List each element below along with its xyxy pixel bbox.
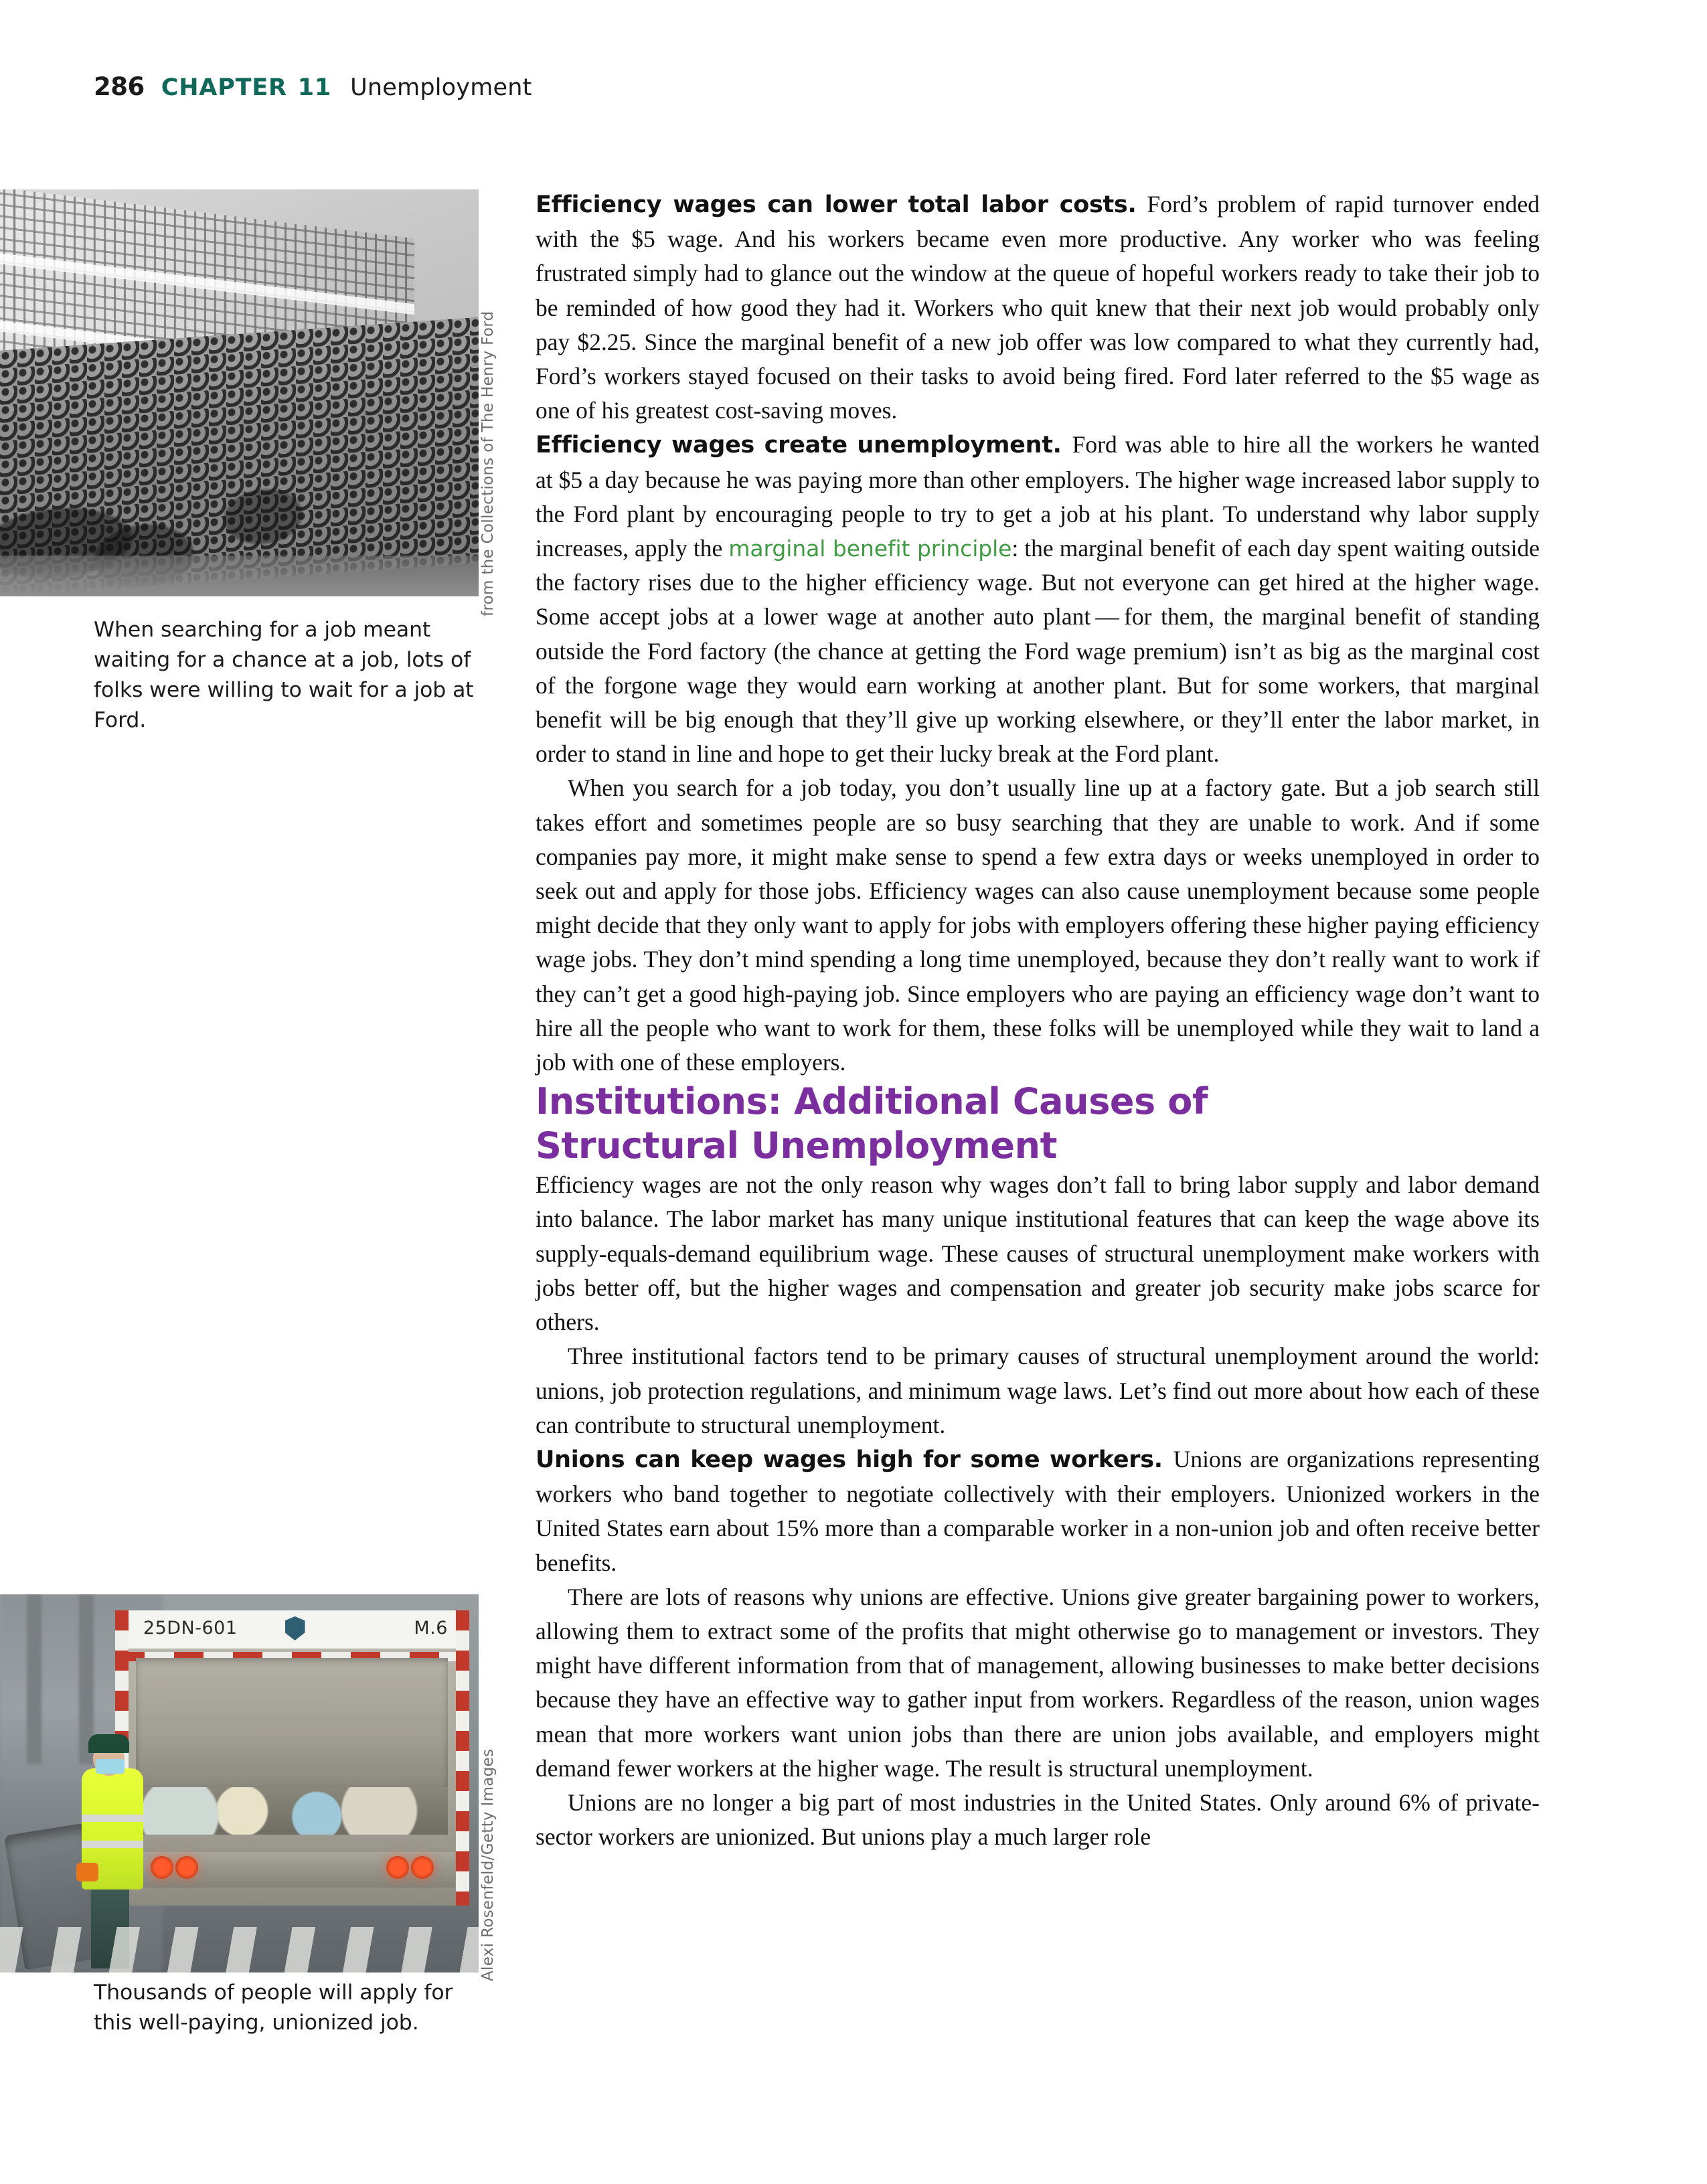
photo-garbage-truck-body [115, 1610, 469, 1906]
photo-worker-reflective-band-lower [82, 1841, 144, 1848]
photo-credit-getty-images: Alexi Rosenfeld/Getty Images [479, 1748, 497, 1981]
photo-crosswalk-markings [0, 1927, 479, 1972]
main-text-column [536, 187, 1540, 1854]
photo-truck-taillight-right-1 [386, 1856, 409, 1879]
run-in-head-unions-keep-wages-high: Unions can keep wages high for some workers. [536, 1446, 1163, 1473]
section-heading-line-1: Institutions: Additional Causes of [536, 1080, 1208, 1123]
photo-truck-hopper-plate [136, 1658, 448, 1788]
photo-truck-right-post [456, 1610, 469, 1906]
running-head [94, 72, 532, 101]
paragraph-text-after-key-term: : the marginal benefit of each day spent waiting outside the factory rises due to the higher efficiency wage. But not everyone can get hired at the higher wage. Some accept jobs at a lower wage at another auto plant — for them, the marginal benefit of standing outside the Ford factory (the chance at getting the Ford wage premium) isn’t as big as the marginal cost of the forgone wage they would earn working at another plant. But for some workers, that marginal benefit will be big enough that they’ll give up working elsewhere, or they’ll enter the labor market, in order to stand in line and hope to get their lucky break at the Ford plant. [536, 535, 1540, 768]
paragraph-three-institutional-factors: Three institutional factors tend to be primary causes of structural unemployment around the world: unions, job protection regulations, and minimum wage laws. Let’s find out more about how each of these can contribute to structural unemployment. [536, 1343, 1540, 1438]
chapter-number: 11 [297, 74, 332, 101]
paragraph-efficiency-not-only-reason: Efficiency wages are not the only reason why wages don’t fall to bring labor supply and labor demand into balance. The labor market has many unique institutional features that can keep the wage above its supply-equals-demand equilibrium wage. These causes of structural unemployment make workers with jobs better off, but the higher wages and compensation and greater job security make jobs scarce for others. [536, 1171, 1540, 1336]
paragraph-unions-keep-wages-high [536, 1442, 1540, 1580]
photo-street-ground [0, 556, 479, 596]
photo-truck-refuse-load [136, 1787, 448, 1835]
photo-truck-fleet-number: 25DN-601 [143, 1618, 238, 1639]
chapter-label: CHAPTER [161, 74, 287, 101]
paragraph-job-search-today: When you search for a job today, you don’t usually line up at a factory gate. But a job search still takes effort and sometimes people are so busy searching that they are unable to work. And if some companies pay more, it might make sense to spend a few extra days or weeks unemployed in order to seek out and apply for those jobs. Efficiency wages can also cause unemployment because some people might decide that they only want to apply for jobs with employers offering these higher paying efficiency wage jobs. They don’t mind spending a long time unemployed, because they don’t really want to work if they can’t get a good high-paying job. Since employers who are paying an efficiency wage don’t want to hire all the people who want to work for them, these folks will be unemployed while they wait to land a job with one of these employers. [536, 774, 1540, 1076]
ford-factory-crowd-photo [0, 189, 479, 596]
page-number: 286 [94, 72, 145, 101]
photo-worker-reflective-band-upper [82, 1815, 144, 1822]
key-term-marginal-benefit-principle: marginal benefit principle [728, 535, 1012, 562]
photo-worker-glove [76, 1863, 98, 1881]
paragraph-text-before-key-term: Ford was able to hire all the workers he wanted at $5 a day because he was paying more than other employers. The higher wage increased labor supply to the Ford plant by encouraging people to try to get a job at his plant. To understand why labor supply increases, apply the [536, 431, 1540, 562]
paragraph-efficiency-wages-create-unemployment [536, 428, 1540, 771]
chapter-title: Unemployment [350, 74, 532, 101]
photo-worker-face-mask [96, 1759, 125, 1774]
section-heading-institutions [536, 1080, 1540, 1168]
photo-truck-district-code: M.6 [414, 1618, 448, 1639]
run-in-head-efficiency-create-unemployment: Efficiency wages create unemployment. [536, 432, 1062, 459]
paragraph-why-unions-are-effective: There are lots of reasons why unions are effective. Unions give greater bargaining power to workers, allowing them to extract some of the profits that might otherwise go to management or investors. They might have different information from that of management, allowing businesses to make better decisions because they have an effective way to gather input from workers. Regardless of the reason, union wages mean that more workers want union jobs than there are union jobs available, and employers might demand fewer workers at the higher wage. The result is structural unemployment. [536, 1583, 1540, 1782]
paragraph-efficiency-wages-lower-costs [536, 187, 1540, 428]
photo-credit-henry-ford: from the Collections of The Henry Ford [479, 311, 497, 616]
photo-crowd-of-workers [0, 317, 479, 596]
photo-truck-taillight-right-2 [411, 1856, 434, 1879]
sanitation-worker-truck-photo [0, 1594, 479, 1972]
paragraph-unions-no-longer-big-part: Unions are no longer a big part of most industries in the United States. Only around 6% of private-sector workers are unionized. But unions play a much larger role [536, 1788, 1540, 1851]
run-in-head-efficiency-lower-costs: Efficiency wages can lower total labor costs. [536, 191, 1137, 218]
photo-truck-taillight-left-1 [151, 1856, 173, 1879]
photo-truck-taillight-left-2 [175, 1856, 198, 1879]
paragraph-efficiency-wages-lower-costs-text: Ford’s problem of rapid turnover ended with the $5 wage. And his workers became even more productive. Any worker who was feeling frustrated simply had to glance out the window at the queue of hopeful workers ready to take their job to be reminded of how good they had it. Workers who quit knew that their next job would probably only pay $2.25. Since the marginal benefit of a new job offer was low compared to what they currently had, Ford’s workers stayed focused on their tasks to avoid being fired. Ford later referred to the $5 wage as one of his greatest cost-saving moves. [536, 191, 1540, 424]
photo-worker-cap [88, 1734, 129, 1753]
section-heading-line-2: Structural Unemployment [536, 1124, 1058, 1167]
photo-background-pillar-left [27, 1594, 42, 1764]
figure-caption-sanitation-truck: Thousands of people will apply for this well-paying, unionized job. [94, 1981, 453, 2035]
figure-caption-ford-factory: When searching for a job meant waiting for a chance at a job, lots of folks were willing to wait for a job at Ford. [94, 618, 474, 732]
paragraph-unions-keep-wages-high-text: Unions are organizations representing workers who band together to negotiate collectively with their employers. Unionized workers in the United States earn about 15% more than a comparable worker in a non-union job and often receive better benefits. [536, 1445, 1540, 1576]
